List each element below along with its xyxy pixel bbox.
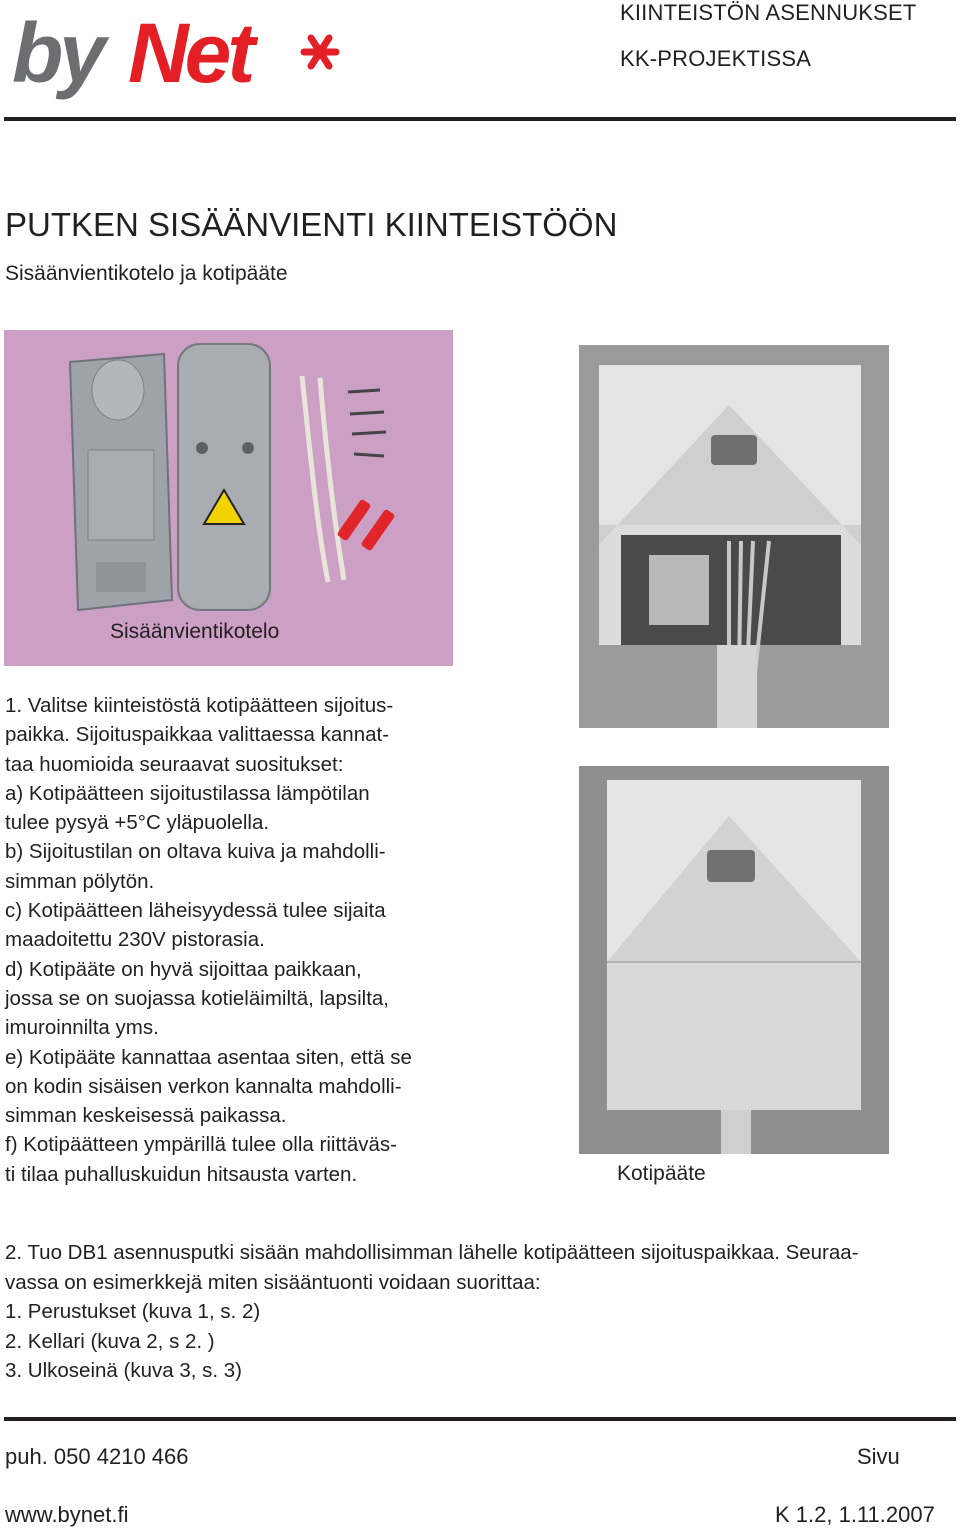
section-2 [5,1238,859,1386]
instruction-line: taa huomioida seuraavat suositukset: [5,752,344,776]
section-2-line: 2. Tuo DB1 asennusputki sisään mahdollisimman lähelle kotipäätteen sijoituspaikkaa. Seuraa- [5,1241,859,1264]
instruction-line: simman keskeisessä paikassa. [5,1104,287,1128]
photo-home-terminal-open [579,345,889,728]
header-rule [4,117,956,121]
header-line-2: KK-PROJEKTISSA [620,46,812,71]
section-2-line: 2. Kellari (kuva 2, s 2. ) [5,1329,215,1353]
page-title: PUTKEN SISÄÄNVIENTI KIINTEISTÖÖN [5,206,618,243]
svg-text:by: by [12,6,103,100]
instruction-line: simman pölytön. [5,869,155,893]
bynet-logo [8,6,348,116]
footer-version: K 1.2, 1.11.2007 [775,1502,935,1527]
instruction-line: a) Kotipäätteen sijoitustilassa lämpötilan [5,781,370,805]
instruction-line: 1. Valitse kiinteistöstä kotipäätteen sijoitus- [5,694,394,717]
instruction-line: e) Kotipääte kannattaa asentaa siten, että se [5,1045,412,1069]
footer-phone: puh. 050 4210 466 [5,1444,189,1469]
instruction-line: on kodin sisäisen verkon kannalta mahdolli- [5,1074,402,1098]
home-terminal-closed-illustration [579,766,889,1154]
instruction-line: c) Kotipäätteen läheisyydessä tulee sijaita [5,899,386,923]
instruction-line: b) Sijoitustilan on oltava kuiva ja mahdolli- [5,840,386,864]
instruction-line: imuroinnilta yms. [5,1016,159,1040]
section-2-line: vassa on esimerkkejä miten sisääntuonti voidaan suorittaa: [5,1270,541,1294]
entry-box-parts-illustration [4,330,453,666]
photo-home-terminal-closed [579,766,889,1154]
instruction-line: jossa se on suojassa kotieläimiltä, lapsilta, [5,986,389,1010]
footer-rule [4,1417,956,1421]
instruction-line: tulee pysyä +5°C yläpuolella. [5,811,270,835]
home-terminal-open-illustration [579,345,889,728]
footer-url[interactable]: www.bynet.fi [5,1502,129,1527]
footer-page-label: Sivu [857,1444,900,1469]
photo-entry-box [4,330,453,666]
instruction-line: f) Kotipäätteen ympärillä tulee olla riittäväs- [5,1133,397,1157]
page-subtitle: Sisäänvientikotelo ja kotipääte [5,262,288,285]
instruction-line: maadoitettu 230V pistorasia. [5,928,265,952]
photo-caption-entry-box: Sisäänvientikotelo [110,620,280,643]
instruction-line: ti tilaa puhalluskuidun hitsausta varten. [5,1162,358,1186]
instruction-line: paikka. Sijoituspaikkaa valittaessa kannat- [5,723,390,747]
instruction-line: d) Kotipääte on hyvä sijoittaa paikkaan, [5,957,362,981]
section-2-line: 1. Perustukset (kuva 1, s. 2) [5,1300,261,1323]
section-2-line: 3. Ulkoseinä (kuva 3, s. 3) [5,1359,242,1382]
header-line-1: KIINTEISTÖN ASENNUKSET [620,0,917,25]
svg-text:Net: Net [128,6,252,100]
instructions-list [5,691,465,1189]
photo-caption-home-terminal: Kotipääte [617,1162,706,1185]
